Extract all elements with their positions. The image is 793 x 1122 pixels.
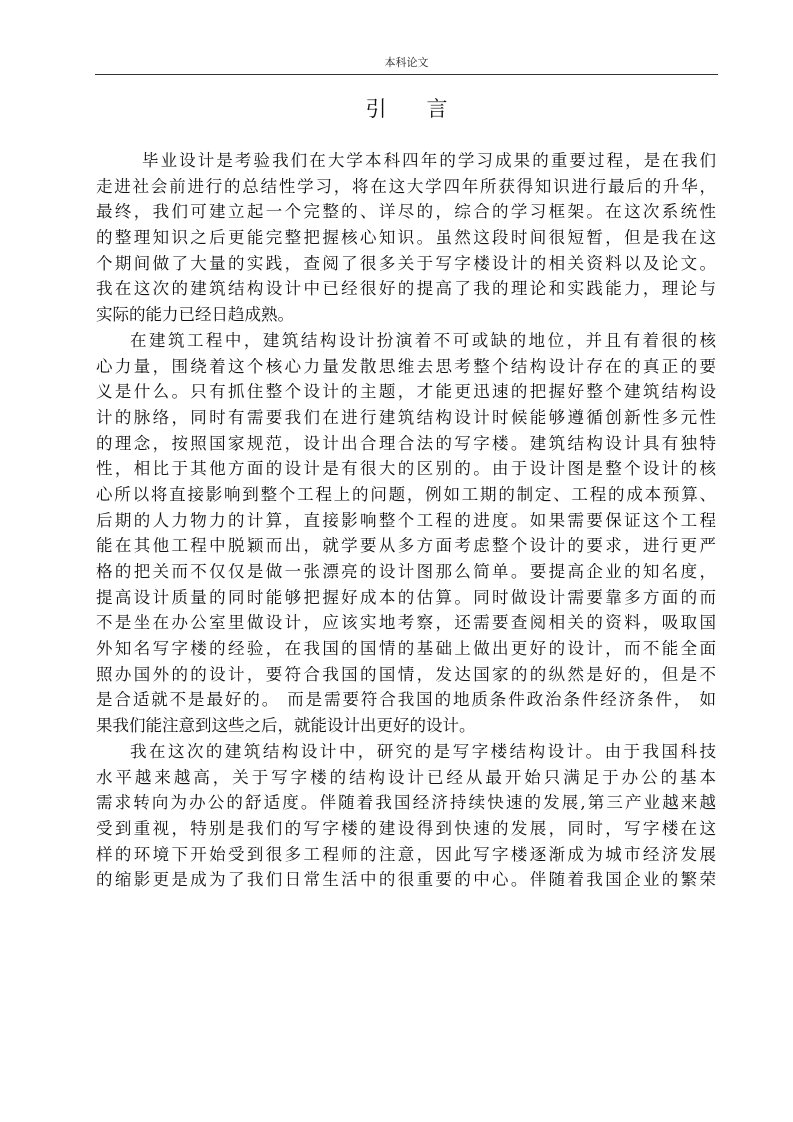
text-line: 性，相比于其他方面的设计是有很大的区别的。由于设计图是整个设计的核 <box>96 459 716 479</box>
text-line: 能在其他工程中脱颖而出，就学要从多方面考虑整个设计的要求，进行更严 <box>96 536 716 556</box>
text-line: 走进社会前进行的总结性学习，将在这大学四年所获得知识进行最后的升华， <box>96 176 716 196</box>
text-line: 我在这次的建筑结构设计中已经很好的提高了我的理论和实践能力，理论与 <box>96 279 716 299</box>
section-title: 引言 <box>365 97 488 121</box>
text-line: 毕业设计是考验我们在大学本科四年的学习成果的重要过程，是在我们 <box>142 151 716 170</box>
text-line: 的理念，按照国家规范，设计出合理合法的写字楼。建筑结构设计具有独特 <box>96 433 716 453</box>
text-line: 水平越来越高，关于写字楼的结构设计已经从最开始只满足于办公的基本 <box>96 767 716 787</box>
text-line: 心力量，围绕着这个核心力量发散思维去思考整个结构设计存在的真正的要 <box>96 356 716 376</box>
text-line: 需求转向为办公的舒适度。伴随着我国经济持续快速的发展,第三产业越来越 <box>96 793 716 813</box>
text-line: 照办国外的的设计，要符合我国的国情，发达国家的的纵然是好的，但是不 <box>96 664 716 684</box>
text-line: 不是坐在办公室里做设计，应该实地考察，还需要查阅相关的资料，吸取国 <box>96 613 716 633</box>
paragraph-3 <box>96 739 716 893</box>
text-line: 我在这次的建筑结构设计中，研究的是写字楼结构设计。由于我国科技 <box>130 741 716 761</box>
text-line: 格的把关而不仅仅是做一张漂亮的设计图那么简单。要提高企业的知名度， <box>96 562 716 581</box>
text-line: 是合适就不是最好的。 而是需要符合我国的地质条件政治条件经济条件， 如 <box>96 690 716 710</box>
text-line: 心所以将直接影响到整个工程上的问题，例如工期的制定、工程的成本预算、 <box>96 484 716 504</box>
text-line: 果我们能注意到这些之后，就能设计出更好的设计。 <box>96 716 476 736</box>
text-line: 计的脉络，同时有需要我们在进行建筑结构设计时候能够遵循创新性多元性 <box>96 407 716 427</box>
text-line: 的缩影更是成为了我们日常生活中的很重要的中心。伴随着我国企业的繁荣 <box>96 870 716 890</box>
running-header: 本科论文 <box>384 56 429 69</box>
header-rule <box>95 74 718 75</box>
text-line: 受到重视，特别是我们的写字楼的建设得到快速的发展，同时，写字楼在这 <box>96 818 716 838</box>
text-line: 最终，我们可建立起一个完整的、详尽的，综合的学习框架。在这次系统性 <box>96 202 716 222</box>
text-line: 的整理知识之后更能完整把握核心知识。虽然这段时间很短暂，但是我在这 <box>96 228 716 248</box>
text-line: 义是什么。只有抓住整个设计的主题，才能更迅速的把握好整个建筑结构设 <box>96 382 716 402</box>
text-line: 实际的能力已经日趋成熟。 <box>96 305 294 325</box>
paragraph-2 <box>96 328 716 739</box>
body-text <box>96 148 716 893</box>
text-line: 个期间做了大量的实践，查阅了很多关于写字楼设计的相关资料以及论文。 <box>96 253 716 273</box>
text-line: 提高设计质量的同时能够把握好成本的估算。同时做设计需要靠多方面的而 <box>96 587 716 607</box>
text-line: 在建筑工程中，建筑结构设计扮演着不可或缺的地位，并且有着很的核 <box>130 330 716 350</box>
text-line: 样的环境下开始受到很多工程师的注意，因此写字楼逐渐成为城市经济发展 <box>96 844 716 864</box>
text-line: 外知名写字楼的经验，在我国的国情的基础上做出更好的设计，而不能全面 <box>96 639 716 659</box>
text-line: 后期的人力物力的计算，直接影响整个工程的进度。如果需要保证这个工程 <box>96 510 716 530</box>
paragraph-1 <box>96 148 716 328</box>
